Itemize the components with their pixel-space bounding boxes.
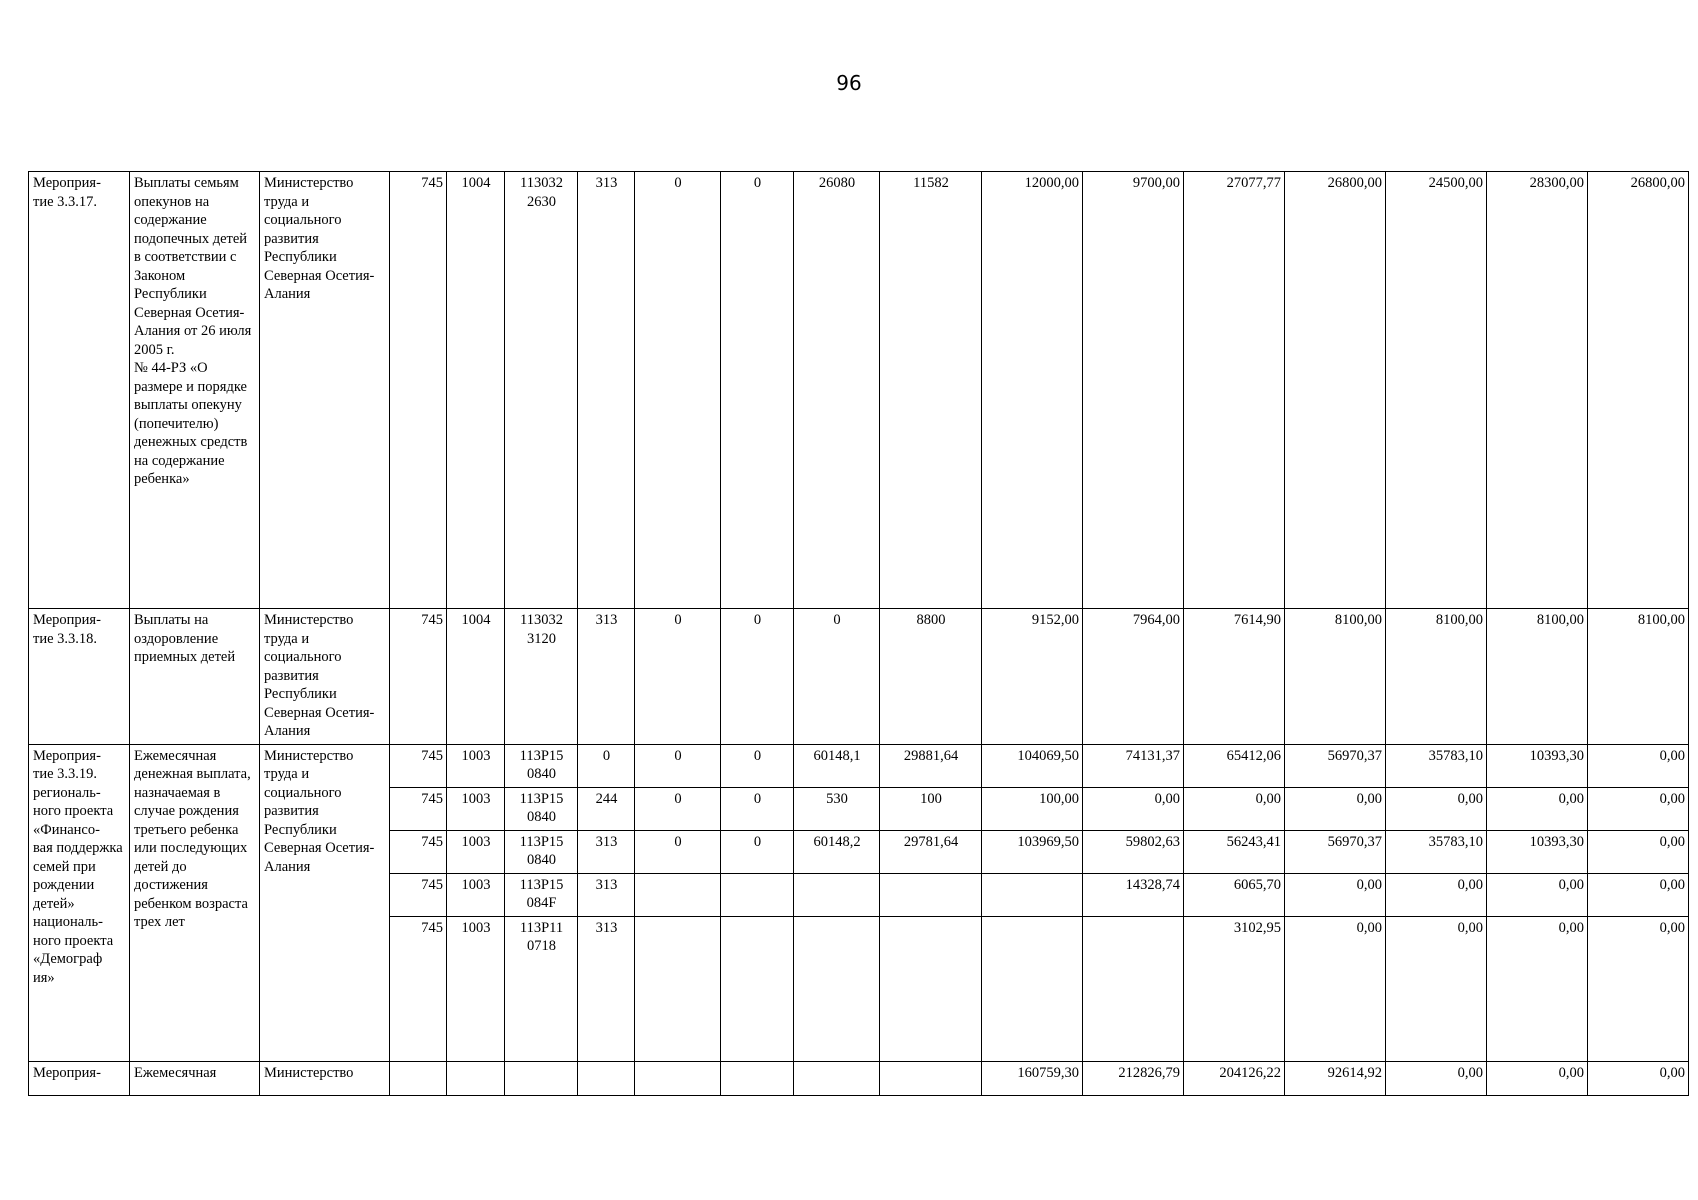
value-cell bbox=[880, 916, 982, 1061]
event-cell: Мероприя- bbox=[29, 1061, 130, 1095]
executor-cell: Министерство труда и социального развития Республики Северная Осетия-Алания bbox=[260, 172, 390, 609]
code-cell: 745 bbox=[390, 787, 447, 830]
value-cell: 7614,90 bbox=[1184, 609, 1285, 745]
value-cell: 8800 bbox=[880, 609, 982, 745]
value-cell bbox=[794, 916, 880, 1061]
code-cell: 113P15 0840 bbox=[505, 744, 578, 787]
value-cell bbox=[721, 916, 794, 1061]
value-cell: 29881,64 bbox=[880, 744, 982, 787]
value-cell: 0,00 bbox=[1386, 1061, 1487, 1095]
value-cell: 0,00 bbox=[1285, 787, 1386, 830]
code-cell bbox=[390, 1061, 447, 1095]
value-cell: 26800,00 bbox=[1588, 172, 1689, 609]
value-cell: 0 bbox=[635, 744, 721, 787]
code-cell: 1003 bbox=[447, 787, 505, 830]
value-cell: 56970,37 bbox=[1285, 830, 1386, 873]
value-cell: 8100,00 bbox=[1487, 609, 1588, 745]
value-cell: 60148,2 bbox=[794, 830, 880, 873]
value-cell: 7964,00 bbox=[1083, 609, 1184, 745]
value-cell: 35783,10 bbox=[1386, 744, 1487, 787]
value-cell: 29781,64 bbox=[880, 830, 982, 873]
code-cell: 313 bbox=[578, 873, 635, 916]
code-cell bbox=[578, 1061, 635, 1095]
code-cell: 313 bbox=[578, 609, 635, 745]
code-cell: 745 bbox=[390, 873, 447, 916]
code-cell: 745 bbox=[390, 916, 447, 1061]
value-cell: 10393,30 bbox=[1487, 830, 1588, 873]
code-cell: 1003 bbox=[447, 830, 505, 873]
code-cell: 1003 bbox=[447, 916, 505, 1061]
value-cell bbox=[721, 873, 794, 916]
value-cell: 0 bbox=[721, 830, 794, 873]
code-cell: 1004 bbox=[447, 172, 505, 609]
value-cell: 160759,30 bbox=[982, 1061, 1083, 1095]
value-cell: 0,00 bbox=[1588, 873, 1689, 916]
value-cell: 212826,79 bbox=[1083, 1061, 1184, 1095]
value-cell: 65412,06 bbox=[1184, 744, 1285, 787]
code-cell: 313 bbox=[578, 830, 635, 873]
value-cell: 0,00 bbox=[1487, 873, 1588, 916]
name-cell: Выплаты семьям опекунов на содержание подопечных детей в соответствии с Законом Республики Северная Осетия-Алания от 26 июля 2005 г. № 44-РЗ «О размере и порядке выплаты опекуну (попечителю) денежных средств на содержание ребенка» bbox=[130, 172, 260, 609]
value-cell: 0,00 bbox=[1588, 787, 1689, 830]
code-cell: 745 bbox=[390, 609, 447, 745]
code-cell: 113032 3120 bbox=[505, 609, 578, 745]
value-cell: 0,00 bbox=[1588, 744, 1689, 787]
value-cell: 27077,77 bbox=[1184, 172, 1285, 609]
budget-table-body bbox=[29, 172, 1689, 1096]
value-cell bbox=[982, 916, 1083, 1061]
value-cell: 0,00 bbox=[1487, 916, 1588, 1061]
value-cell: 11582 bbox=[880, 172, 982, 609]
code-cell: 313 bbox=[578, 916, 635, 1061]
code-cell: 113P15 0840 bbox=[505, 830, 578, 873]
value-cell bbox=[721, 1061, 794, 1095]
value-cell: 0 bbox=[635, 787, 721, 830]
code-cell: 745 bbox=[390, 172, 447, 609]
value-cell: 0,00 bbox=[1487, 1061, 1588, 1095]
value-cell: 26800,00 bbox=[1285, 172, 1386, 609]
value-cell: 10393,30 bbox=[1487, 744, 1588, 787]
budget-table bbox=[28, 171, 1689, 1096]
value-cell bbox=[794, 873, 880, 916]
value-cell bbox=[880, 873, 982, 916]
value-cell: 0,00 bbox=[1588, 830, 1689, 873]
code-cell: 1003 bbox=[447, 873, 505, 916]
value-cell: 530 bbox=[794, 787, 880, 830]
value-cell: 0,00 bbox=[1083, 787, 1184, 830]
code-cell: 113P15 084F bbox=[505, 873, 578, 916]
executor-cell: Министерство bbox=[260, 1061, 390, 1095]
table-row bbox=[29, 609, 1689, 745]
value-cell: 59802,63 bbox=[1083, 830, 1184, 873]
name-cell: Ежемесячная bbox=[130, 1061, 260, 1095]
value-cell: 0 bbox=[635, 609, 721, 745]
code-cell: 1004 bbox=[447, 609, 505, 745]
value-cell bbox=[1083, 916, 1184, 1061]
value-cell: 8100,00 bbox=[1285, 609, 1386, 745]
value-cell: 26080 bbox=[794, 172, 880, 609]
value-cell: 24500,00 bbox=[1386, 172, 1487, 609]
table-row bbox=[29, 172, 1689, 609]
value-cell: 56970,37 bbox=[1285, 744, 1386, 787]
event-cell: Мероприя- тие 3.3.18. bbox=[29, 609, 130, 745]
value-cell: 0,00 bbox=[1386, 787, 1487, 830]
value-cell: 56243,41 bbox=[1184, 830, 1285, 873]
value-cell: 9700,00 bbox=[1083, 172, 1184, 609]
code-cell: 1003 bbox=[447, 744, 505, 787]
value-cell: 0,00 bbox=[1285, 873, 1386, 916]
value-cell: 8100,00 bbox=[1588, 609, 1689, 745]
page-number: 96 bbox=[836, 71, 862, 95]
code-cell: 113032 2630 bbox=[505, 172, 578, 609]
value-cell: 0,00 bbox=[1588, 916, 1689, 1061]
code-cell: 113P11 0718 bbox=[505, 916, 578, 1061]
value-cell: 9152,00 bbox=[982, 609, 1083, 745]
code-cell: 745 bbox=[390, 830, 447, 873]
value-cell bbox=[880, 1061, 982, 1095]
value-cell: 0,00 bbox=[1487, 787, 1588, 830]
value-cell: 14328,74 bbox=[1083, 873, 1184, 916]
table-row bbox=[29, 744, 1689, 787]
value-cell bbox=[982, 873, 1083, 916]
executor-cell: Министерство труда и социального развития Республики Северная Осетия-Алания bbox=[260, 744, 390, 1061]
value-cell: 0 bbox=[635, 830, 721, 873]
value-cell: 104069,50 bbox=[982, 744, 1083, 787]
value-cell: 0 bbox=[721, 609, 794, 745]
executor-cell: Министерство труда и социального развития Республики Северная Осетия-Алания bbox=[260, 609, 390, 745]
value-cell bbox=[635, 873, 721, 916]
value-cell: 204126,22 bbox=[1184, 1061, 1285, 1095]
value-cell: 100,00 bbox=[982, 787, 1083, 830]
value-cell: 0,00 bbox=[1588, 1061, 1689, 1095]
value-cell: 0 bbox=[794, 609, 880, 745]
value-cell: 6065,70 bbox=[1184, 873, 1285, 916]
value-cell bbox=[794, 1061, 880, 1095]
name-cell: Выплаты на оздоровление приемных детей bbox=[130, 609, 260, 745]
value-cell: 60148,1 bbox=[794, 744, 880, 787]
code-cell: 313 bbox=[578, 172, 635, 609]
value-cell: 0 bbox=[721, 744, 794, 787]
value-cell: 0,00 bbox=[1184, 787, 1285, 830]
event-cell: Мероприя- тие 3.3.17. bbox=[29, 172, 130, 609]
code-cell: 0 bbox=[578, 744, 635, 787]
value-cell: 0,00 bbox=[1386, 916, 1487, 1061]
value-cell: 0,00 bbox=[1285, 916, 1386, 1061]
code-cell bbox=[447, 1061, 505, 1095]
value-cell: 8100,00 bbox=[1386, 609, 1487, 745]
code-cell bbox=[505, 1061, 578, 1095]
value-cell: 92614,92 bbox=[1285, 1061, 1386, 1095]
value-cell: 74131,37 bbox=[1083, 744, 1184, 787]
code-cell: 113P15 0840 bbox=[505, 787, 578, 830]
value-cell: 12000,00 bbox=[982, 172, 1083, 609]
table-row bbox=[29, 1061, 1689, 1095]
value-cell: 35783,10 bbox=[1386, 830, 1487, 873]
value-cell: 3102,95 bbox=[1184, 916, 1285, 1061]
value-cell: 0 bbox=[721, 172, 794, 609]
name-cell: Ежемесячная денежная выплата, назначаемая в случае рождения третьего ребенка или последующих детей до достижения ребенком возраста трех лет bbox=[130, 744, 260, 1061]
code-cell: 745 bbox=[390, 744, 447, 787]
value-cell: 103969,50 bbox=[982, 830, 1083, 873]
value-cell bbox=[635, 916, 721, 1061]
value-cell: 0 bbox=[721, 787, 794, 830]
value-cell: 100 bbox=[880, 787, 982, 830]
value-cell: 0,00 bbox=[1386, 873, 1487, 916]
code-cell: 244 bbox=[578, 787, 635, 830]
value-cell: 0 bbox=[635, 172, 721, 609]
value-cell bbox=[635, 1061, 721, 1095]
event-cell: Мероприя- тие 3.3.19. региональ- ного проекта «Финансо- вая поддержка семей при рождении детей» националь- ного проекта «Демограф ия» bbox=[29, 744, 130, 1061]
value-cell: 28300,00 bbox=[1487, 172, 1588, 609]
